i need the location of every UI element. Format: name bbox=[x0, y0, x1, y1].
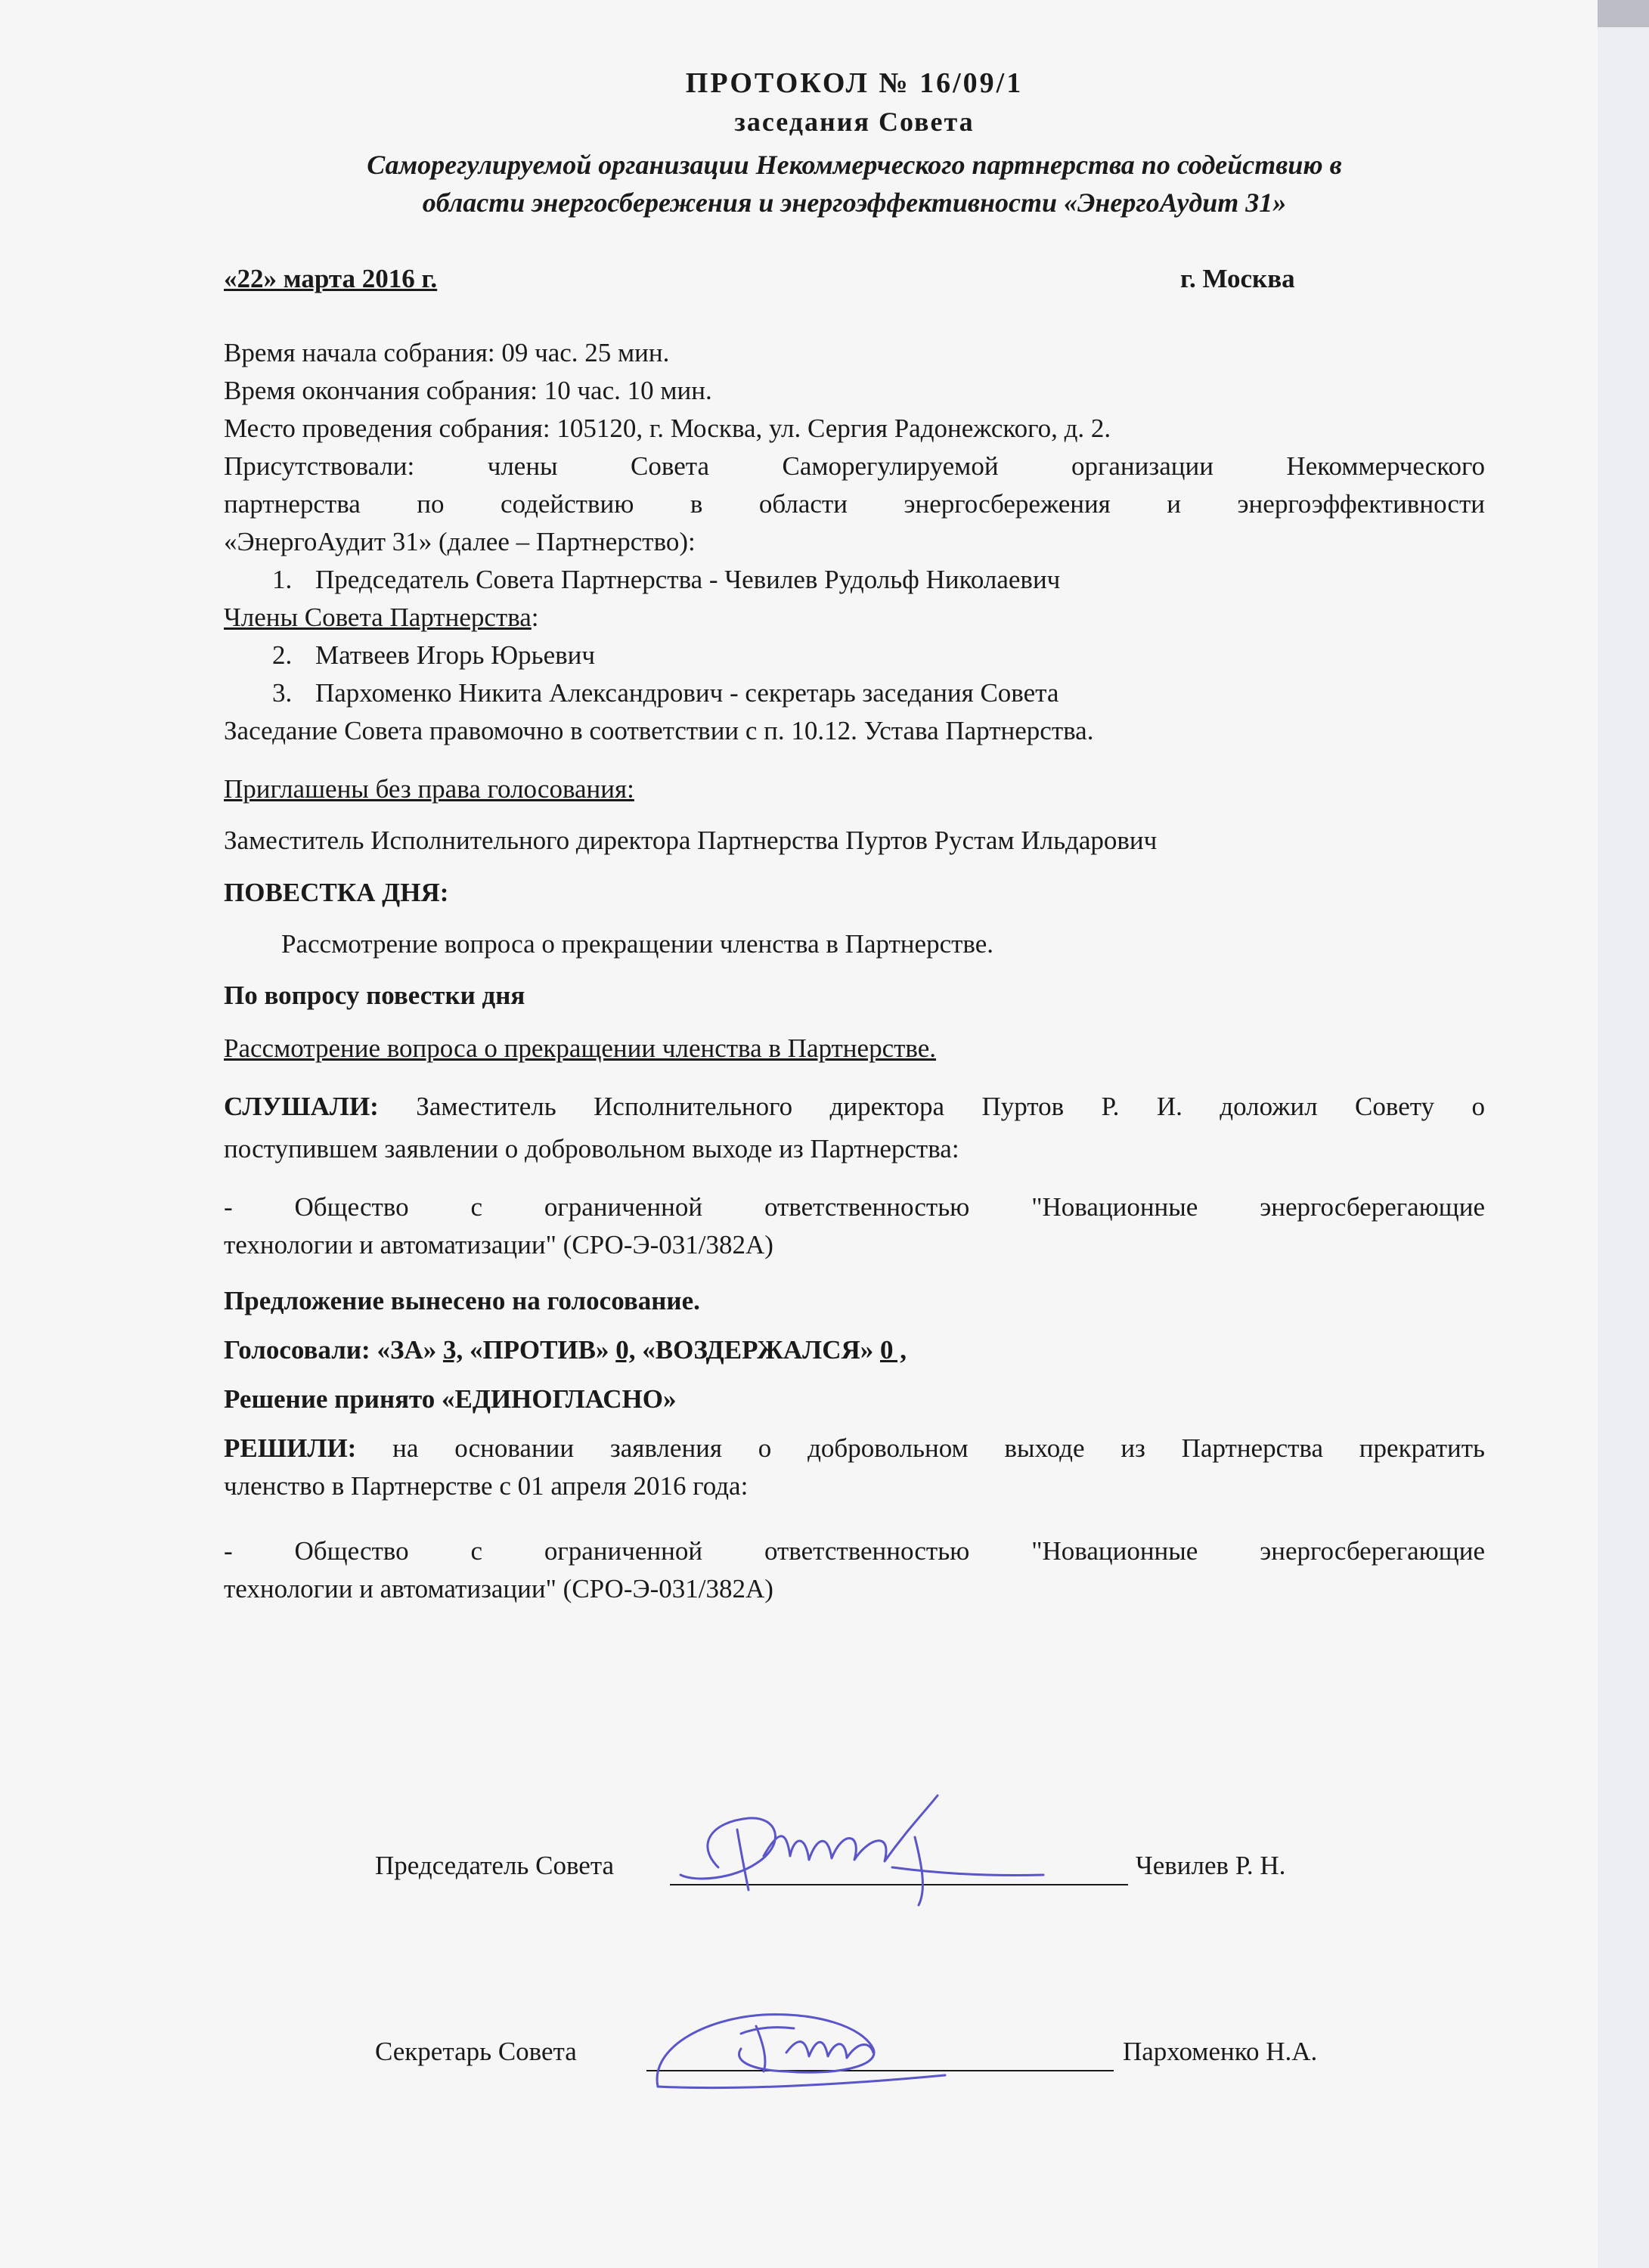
meeting-date: «22» марта 2016 г. bbox=[224, 264, 438, 293]
organization-name-line2: области энергосбережения и энергоэффективности «ЭнергоАудит 31» bbox=[422, 187, 1287, 218]
scan-edge bbox=[1598, 0, 1649, 2268]
chairman-name: Чевилев Р. Н. bbox=[1136, 1851, 1286, 1880]
hearing-line-2: поступившем заявлении о добровольном выходе из Партнерства: bbox=[224, 1134, 959, 1163]
decision-org-line-1: - Общество с ограниченной ответственностью "Новационные энергосберегающие bbox=[224, 1536, 1485, 1566]
end-time: Время окончания собрания: 10 час. 10 мин. bbox=[224, 376, 712, 405]
agenda-item-underlined: Рассмотрение вопроса о прекращении членства в Партнерстве. bbox=[224, 1033, 937, 1063]
members-label: Члены Совета Партнерства bbox=[224, 603, 532, 632]
vote-abstain-label: «ВОЗДЕРЖАЛСЯ» bbox=[642, 1335, 874, 1365]
secretary-signature-icon bbox=[643, 1981, 960, 2094]
vote-against-count: 0, bbox=[615, 1335, 636, 1365]
secretary-name: Пархоменко Н.А. bbox=[1123, 2037, 1318, 2066]
agenda-item: Рассмотрение вопроса о прекращении членства в Партнерстве. bbox=[281, 929, 994, 959]
vote-for-count: 3, bbox=[442, 1335, 463, 1365]
vote-results bbox=[224, 1332, 907, 1368]
chairman-title: Председатель Совета bbox=[375, 1851, 615, 1880]
scan-edge-mark bbox=[1598, 0, 1649, 27]
list-text: Пархоменко Никита Александрович - секретарь заседания Совета bbox=[315, 678, 1059, 708]
members-heading bbox=[224, 600, 539, 636]
decision-label: РЕШИЛИ: bbox=[224, 1433, 357, 1463]
list-number: 3. bbox=[272, 678, 293, 708]
quorum-statement: Заседание Совета правомочно в соответствии с п. 10.12. Устава Партнерства. bbox=[224, 716, 1094, 745]
hearing-line-1 bbox=[224, 1089, 1485, 1125]
agenda-on-item: По вопросу повестки дня bbox=[224, 981, 525, 1010]
secretary-title: Секретарь Совета bbox=[375, 2037, 577, 2066]
hearing-org-line-1: - Общество с ограниченной ответственностью "Новационные энергосберегающие bbox=[224, 1192, 1485, 1222]
list-item-chairman bbox=[272, 562, 1060, 598]
invited-label: Приглашены без права голосования: bbox=[224, 774, 634, 804]
list-item bbox=[272, 675, 1059, 711]
decision-line-2: членство в Партнерстве с 01 апреля 2016 года: bbox=[224, 1471, 749, 1501]
meeting-place: Место проведения собрания: 105120, г. Москва, ул. Сергия Радонежского, д. 2. bbox=[224, 414, 1111, 443]
vote-result: Решение принято «ЕДИНОГЛАСНО» bbox=[224, 1384, 677, 1414]
agenda-heading: ПОВЕСТКА ДНЯ: bbox=[224, 878, 449, 907]
present-line-1: Присутствовали: члены Совета Саморегулируемой организации Некоммерческого bbox=[224, 451, 1485, 481]
list-item bbox=[272, 637, 595, 674]
vote-abstain-count: 0 , bbox=[880, 1335, 907, 1365]
decision-org-line-2: технологии и автоматизации" (СРО-Э-031/382А) bbox=[224, 1574, 773, 1603]
list-text: Председатель Совета Партнерства - Чевилев Рудольф Николаевич bbox=[315, 565, 1061, 594]
chairman-signature-icon bbox=[665, 1784, 1059, 1913]
list-number: 1. bbox=[272, 565, 293, 594]
protocol-subtitle: заседания Совета bbox=[734, 107, 975, 137]
list-text: Матвеев Игорь Юрьевич bbox=[315, 640, 596, 670]
meeting-city: г. Москва bbox=[1180, 264, 1295, 293]
vote-proposal: Предложение вынесено на голосование. bbox=[224, 1286, 700, 1315]
present-line-3: «ЭнергоАудит 31» (далее – Партнерство): bbox=[224, 527, 696, 556]
vote-against-label: «ПРОТИВ» bbox=[469, 1335, 609, 1365]
list-number: 2. bbox=[272, 640, 293, 670]
start-time: Время начала собрания: 09 час. 25 мин. bbox=[224, 338, 670, 367]
hearing-text: Заместитель Исполнительного директора Пуртов Р. И. доложил Совету о bbox=[416, 1092, 1485, 1121]
present-line-2: партнерства по содействию в области энергосбережения и энергоэффективности bbox=[224, 489, 1485, 519]
decision-text: на основании заявления о добровольном выходе из Партнерства прекратить bbox=[392, 1433, 1485, 1463]
vote-label: Голосовали: «ЗА» bbox=[224, 1335, 437, 1365]
protocol-title: ПРОТОКОЛ № 16/09/1 bbox=[685, 67, 1024, 99]
members-colon: : bbox=[531, 603, 539, 632]
hearing-label: СЛУШАЛИ: bbox=[224, 1092, 379, 1121]
hearing-org-line-2: технологии и автоматизации" (СРО-Э-031/382А) bbox=[224, 1230, 773, 1259]
invited-person: Заместитель Исполнительного директора Партнерства Пуртов Рустам Ильдарович bbox=[224, 826, 1158, 855]
organization-name-line1: Саморегулируемой организации Некоммерческого партнерства по содействию в bbox=[367, 150, 1342, 180]
decision-line-1 bbox=[224, 1430, 1485, 1467]
